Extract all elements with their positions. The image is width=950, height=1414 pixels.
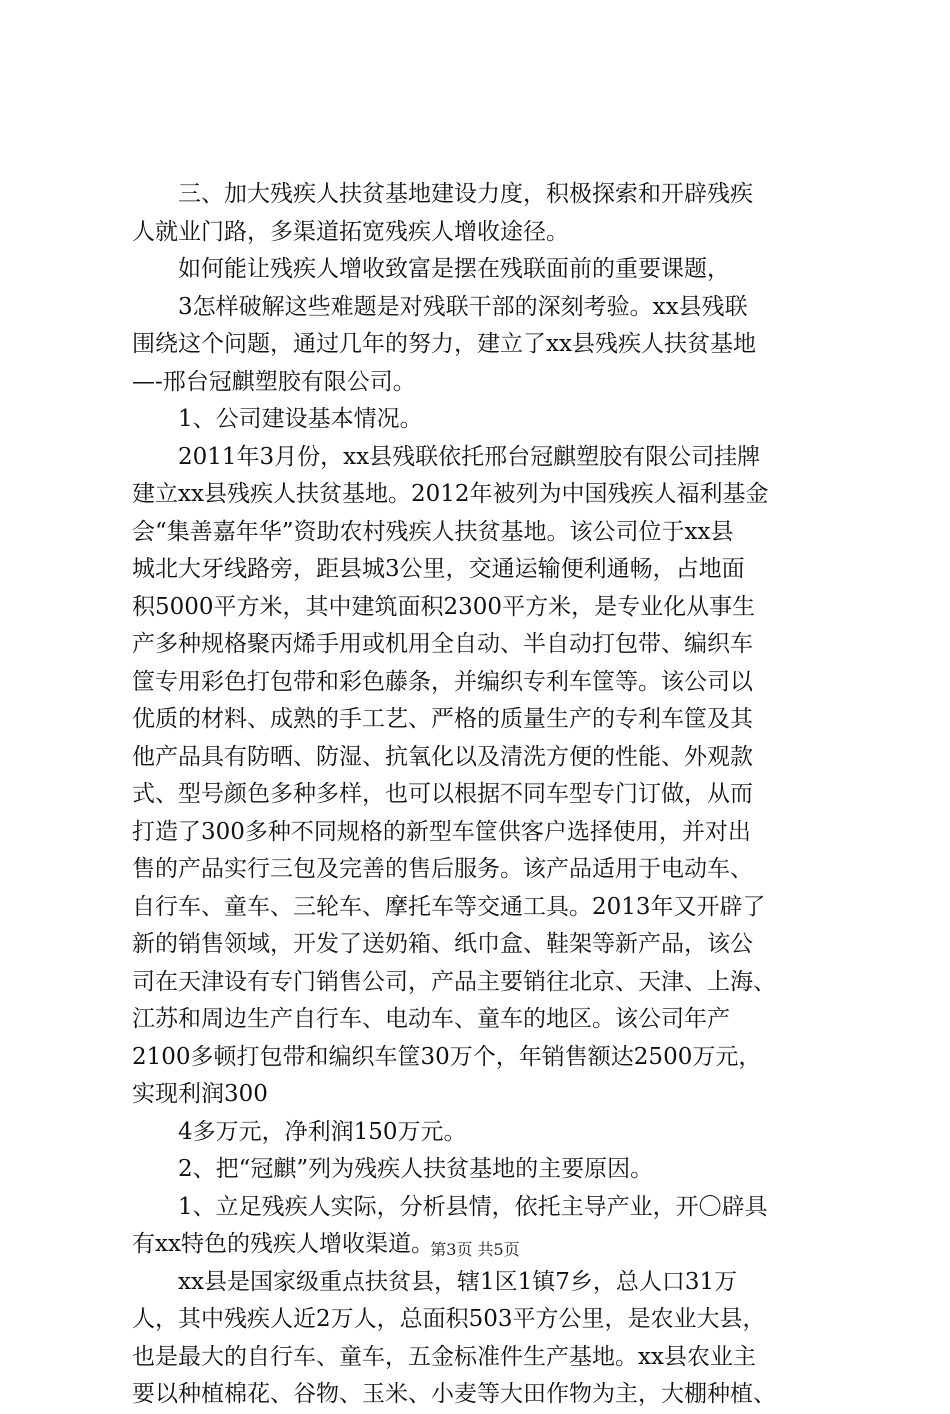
text-line: 人，其中残疾人近2万人，总面积503平方公里，是农业大县， xyxy=(132,1306,766,1332)
text-line: xx县是国家级重点扶贫县，辖1区1镇7乡，总人口31万 xyxy=(178,1268,738,1295)
text-line: 新的销售领域，开发了送奶箱、纸巾盒、鞋架等新产品，该公 xyxy=(132,931,753,957)
text-line: 他产品具有防晒、防湿、抗氧化以及清洗方便的性能、外观款 xyxy=(132,743,753,770)
text-line: 有xx特色的残疾人增收渠道。 xyxy=(132,1231,434,1257)
text-line: 围绕这个问题，通过几年的努力，建立了xx县残疾人扶贫基地 xyxy=(132,331,756,357)
text-line: 要以种植棉花、谷物、玉米、小麦等大田作物为主，大棚种植、 xyxy=(132,1381,776,1407)
page-footer xyxy=(0,1240,950,1260)
text-line: 会“集善嘉年华”资助农村残疾人扶贫基地。该公司位于xx县 xyxy=(132,518,734,545)
text-line: 城北大牙线路旁，距县城3公里，交通运输便利通畅，占地面 xyxy=(132,556,745,582)
text-line: 产多种规格聚丙烯手用或机用全自动、半自动打包带、编织车 xyxy=(132,631,753,657)
text-line: 4多万元，净利润150万元。 xyxy=(178,1118,467,1145)
document-body xyxy=(132,176,838,1414)
text-line: 三、加大残疾人扶贫基地建设力度，积极探索和开辟残疾 xyxy=(178,181,753,207)
text-line: 打造了300多种不同规格的新型车筐供客户选择使用，并对出 xyxy=(132,818,751,845)
text-line: 优质的材料、成熟的手工艺、严格的质量生产的专利车筐及其 xyxy=(132,706,753,732)
text-line: 3怎样破解这些难题是对残联干部的深刻考验。xx县残联 xyxy=(178,293,748,320)
text-line: 筐专用彩色打包带和彩色藤条，并编织专利车筐等。该公司以 xyxy=(132,668,753,695)
text-line: 司在天津设有专门销售公司，产品主要销往北京、天津、上海、 xyxy=(132,968,776,995)
text-line: 售的产品实行三包及完善的售后服务。该产品适用于电动车、 xyxy=(132,856,753,882)
text-line: 式、型号颜色多种多样，也可以根据不同车型专门订做，从而 xyxy=(132,781,753,807)
text-line: —-邢台冠麒塑胶有限公司。 xyxy=(132,368,416,395)
text-line: 实现利润300 xyxy=(132,1081,268,1107)
text-line: 江苏和周边生产自行车、电动车、童车的地区。该公司年产 xyxy=(132,1006,730,1032)
text-line: 2100多顿打包带和编织车筐30万个，年销售额达2500万元， xyxy=(132,1043,762,1070)
text-line: 如何能让残疾人增收致富是摆在残联面前的重要课题， xyxy=(178,256,730,282)
text-line: 积5000平方米，其中建筑面积2300平方米，是专业化从事生 xyxy=(132,593,756,620)
text-line: 自行车、童车、三轮车、摩托车等交通工具。2013年又开辟了 xyxy=(132,893,766,920)
text-line: 建立xx县残疾人扶贫基地。2012年被列为中国残疾人福利基金 xyxy=(132,481,769,507)
text-line: 1、立足残疾人实际，分析县情，依托主导产业，开〇辟具 xyxy=(178,1193,768,1220)
page-number: 第3页 共5页 xyxy=(430,1240,520,1259)
text-line: 2011年3月份，xx县残联依托邢台冠麒塑胶有限公司挂牌 xyxy=(178,443,761,470)
text-line: 也是最大的自行车、童车，五金标准件生产基地。xx县农业主 xyxy=(132,1343,756,1370)
text-line: 2、把“冠麒”列为残疾人扶贫基地的主要原因。 xyxy=(178,1156,654,1182)
text-line: 1、公司建设基本情况。 xyxy=(178,406,423,432)
text-line: 人就业门路，多渠道拓宽残疾人增收途径。 xyxy=(132,218,569,245)
